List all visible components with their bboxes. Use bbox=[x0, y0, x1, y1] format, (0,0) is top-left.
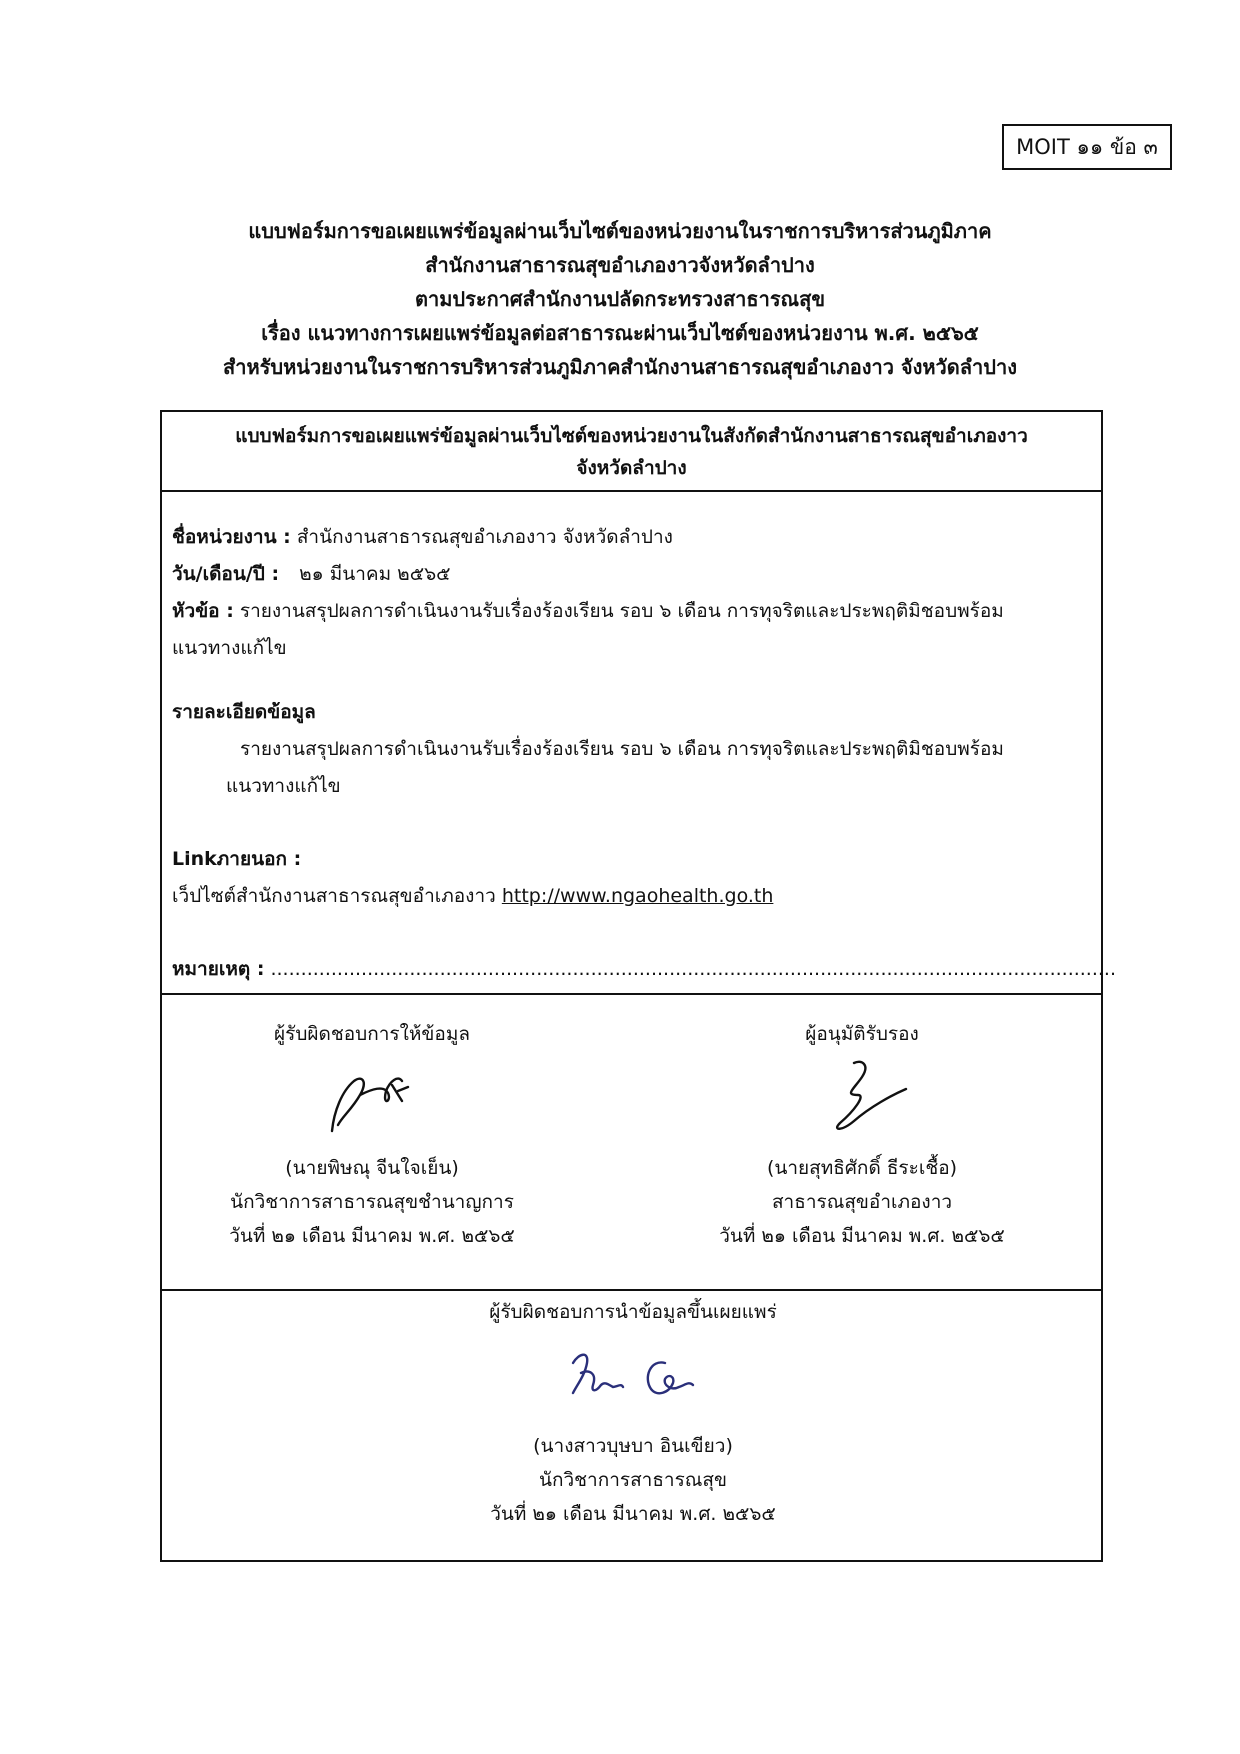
approver-title: ผู้อนุมัติรับรอง bbox=[805, 1023, 919, 1045]
form-title-line-1: แบบฟอร์มการขอเผยแพร่ข้อมูลผ่านเว็บไซต์ของหน่วยงานในสังกัดสำนักงานสาธารณสุขอำเภองาว bbox=[235, 425, 1028, 447]
heading-line-4: เรื่อง แนวทางการเผยแพร่ข้อมูลต่อสาธารณะผ่านเว็บไซต์ของหน่วยงาน พ.ศ. ๒๕๖๕ bbox=[261, 321, 979, 345]
form-details-section bbox=[162, 492, 1117, 995]
form-table bbox=[160, 410, 1117, 1562]
approver-name: (นายสุทธิศักดิ์ ธีระเชื้อ) bbox=[766, 1157, 958, 1179]
publisher-title: ผู้รับผิดชอบการนำข้อมูลขึ้นเผยแพร่ bbox=[489, 1301, 777, 1323]
date-label: วัน/เดือน/ปี : bbox=[172, 563, 280, 585]
document-heading bbox=[140, 214, 1100, 384]
approver-signature-image bbox=[792, 1051, 932, 1151]
agency-value: สำนักงานสาธารณสุขอำเภองาว จังหวัดลำปาง bbox=[296, 526, 673, 548]
topic-label: หัวข้อ : bbox=[172, 600, 234, 622]
link-prefix: เว็ปไซต์สำนักงานสาธารณสุขอำเภองาว bbox=[172, 885, 496, 907]
details-label: รายละเอียดข้อมูล bbox=[172, 701, 316, 723]
approver-date: วันที่ ๒๑ เดือน มีนาคม พ.ศ. ๒๕๖๕ bbox=[719, 1225, 1005, 1247]
publisher-name: (นางสาวบุษบา อินเขียว) bbox=[533, 1435, 733, 1457]
responsible-title: ผู้รับผิดชอบการให้ข้อมูล bbox=[274, 1023, 470, 1045]
remark-label: หมายเหตุ : bbox=[172, 958, 265, 980]
topic-row bbox=[172, 596, 1004, 626]
reference-code-box bbox=[1002, 124, 1172, 170]
signature-section bbox=[162, 995, 1101, 1291]
publisher-signature-image bbox=[533, 1329, 733, 1429]
agency-label: ชื่อหน่วยงาน : bbox=[172, 526, 291, 548]
approver-signer bbox=[662, 1017, 1062, 1253]
details-line-2: แนวทางแก้ไข bbox=[226, 775, 341, 797]
date-row bbox=[172, 559, 451, 589]
responsible-position: นักวิชาการสาธารณสุขชำนาญการ bbox=[230, 1191, 514, 1213]
form-title bbox=[162, 412, 1101, 492]
responsible-signer bbox=[190, 1017, 554, 1253]
publisher-signer bbox=[383, 1295, 883, 1531]
topic-value-line-2: แนวทางแก้ไข bbox=[172, 637, 287, 659]
external-link-label: Linkภายนอก : bbox=[172, 848, 302, 870]
heading-line-2: สำนักงานสาธารณสุขอำเภองาวจังหวัดลำปาง bbox=[425, 253, 815, 277]
external-link-row bbox=[172, 881, 773, 911]
reference-code: MOIT ๑๑ ข้อ ๓ bbox=[1016, 134, 1158, 159]
website-link[interactable]: http://www.ngaohealth.go.th bbox=[501, 885, 774, 907]
remark-row bbox=[172, 954, 1116, 984]
heading-line-1: แบบฟอร์มการขอเผยแพร่ข้อมูลผ่านเว็บไซต์ของหน่วยงานในราชการบริหารส่วนภูมิภาค bbox=[248, 219, 992, 243]
responsible-signature-image bbox=[302, 1051, 442, 1151]
form-title-line-2: จังหวัดลำปาง bbox=[576, 457, 687, 479]
date-value: ๒๑ มีนาคม ๒๕๖๕ bbox=[299, 563, 451, 585]
remark-dots: ............................................................................................................................................ bbox=[270, 958, 1117, 980]
responsible-name: (นายพิษณุ จีนใจเย็น) bbox=[285, 1157, 459, 1179]
details-line-1: รายงานสรุปผลการดำเนินงานรับเรื่องร้องเรียน รอบ ๖ เดือน การทุจริตและประพฤติมิชอบพร้อม bbox=[240, 738, 1004, 760]
publisher-section bbox=[162, 1291, 1101, 1560]
heading-line-5: สำหรับหน่วยงานในราชการบริหารส่วนภูมิภาคสำนักงานสาธารณสุขอำเภองาว จังหวัดลำปาง bbox=[223, 355, 1017, 379]
agency-row bbox=[172, 522, 673, 552]
publisher-date: วันที่ ๒๑ เดือน มีนาคม พ.ศ. ๒๕๖๕ bbox=[490, 1503, 776, 1525]
heading-line-3: ตามประกาศสำนักงานปลัดกระทรวงสาธารณสุข bbox=[414, 287, 825, 311]
approver-position: สาธารณสุขอำเภองาว bbox=[771, 1191, 953, 1213]
topic-value-line-1: รายงานสรุปผลการดำเนินงานรับเรื่องร้องเรียน รอบ ๖ เดือน การทุจริตและประพฤติมิชอบพร้อม bbox=[239, 600, 1004, 622]
responsible-date: วันที่ ๒๑ เดือน มีนาคม พ.ศ. ๒๕๖๕ bbox=[229, 1225, 515, 1247]
publisher-position: นักวิชาการสาธารณสุข bbox=[538, 1469, 728, 1491]
